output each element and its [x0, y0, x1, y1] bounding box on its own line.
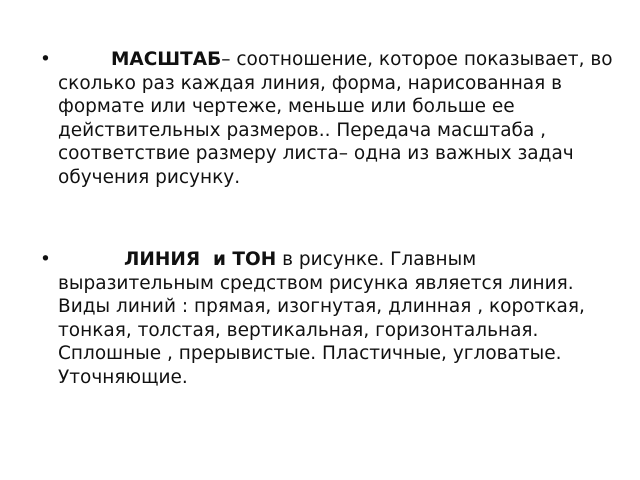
bullet-text — [58, 48, 620, 190]
term-line-tone: ЛИНИЯ и ТОН — [124, 249, 277, 270]
term-scale: МАСШТАБ — [111, 49, 222, 70]
definition-line-tone: в рисунке. Главным выразительным средством рисунка является линия. Виды линий : прямая, изогнутая, длинная , короткая, тонкая, толстая, вертикальная, горизонтальная. Сплошные , прерывистые. Пластичные, угловатые. Уточняющие. — [58, 249, 585, 388]
bullet-marker: • — [40, 49, 51, 70]
definition-scale: – соотношение, которое показывает, во сколько раз каждая линия, форма, нарисованная в формате или чертеже, меньше или больше ее действительных размеров.. Передача масштаба , соответствие размеру листа– одна из важных задач обучения рисунку. — [58, 49, 613, 188]
bullet-text — [58, 248, 620, 390]
bullet-item-scale — [40, 48, 620, 190]
bullet-marker: • — [40, 249, 51, 270]
bullet-item-line-tone — [40, 248, 620, 390]
